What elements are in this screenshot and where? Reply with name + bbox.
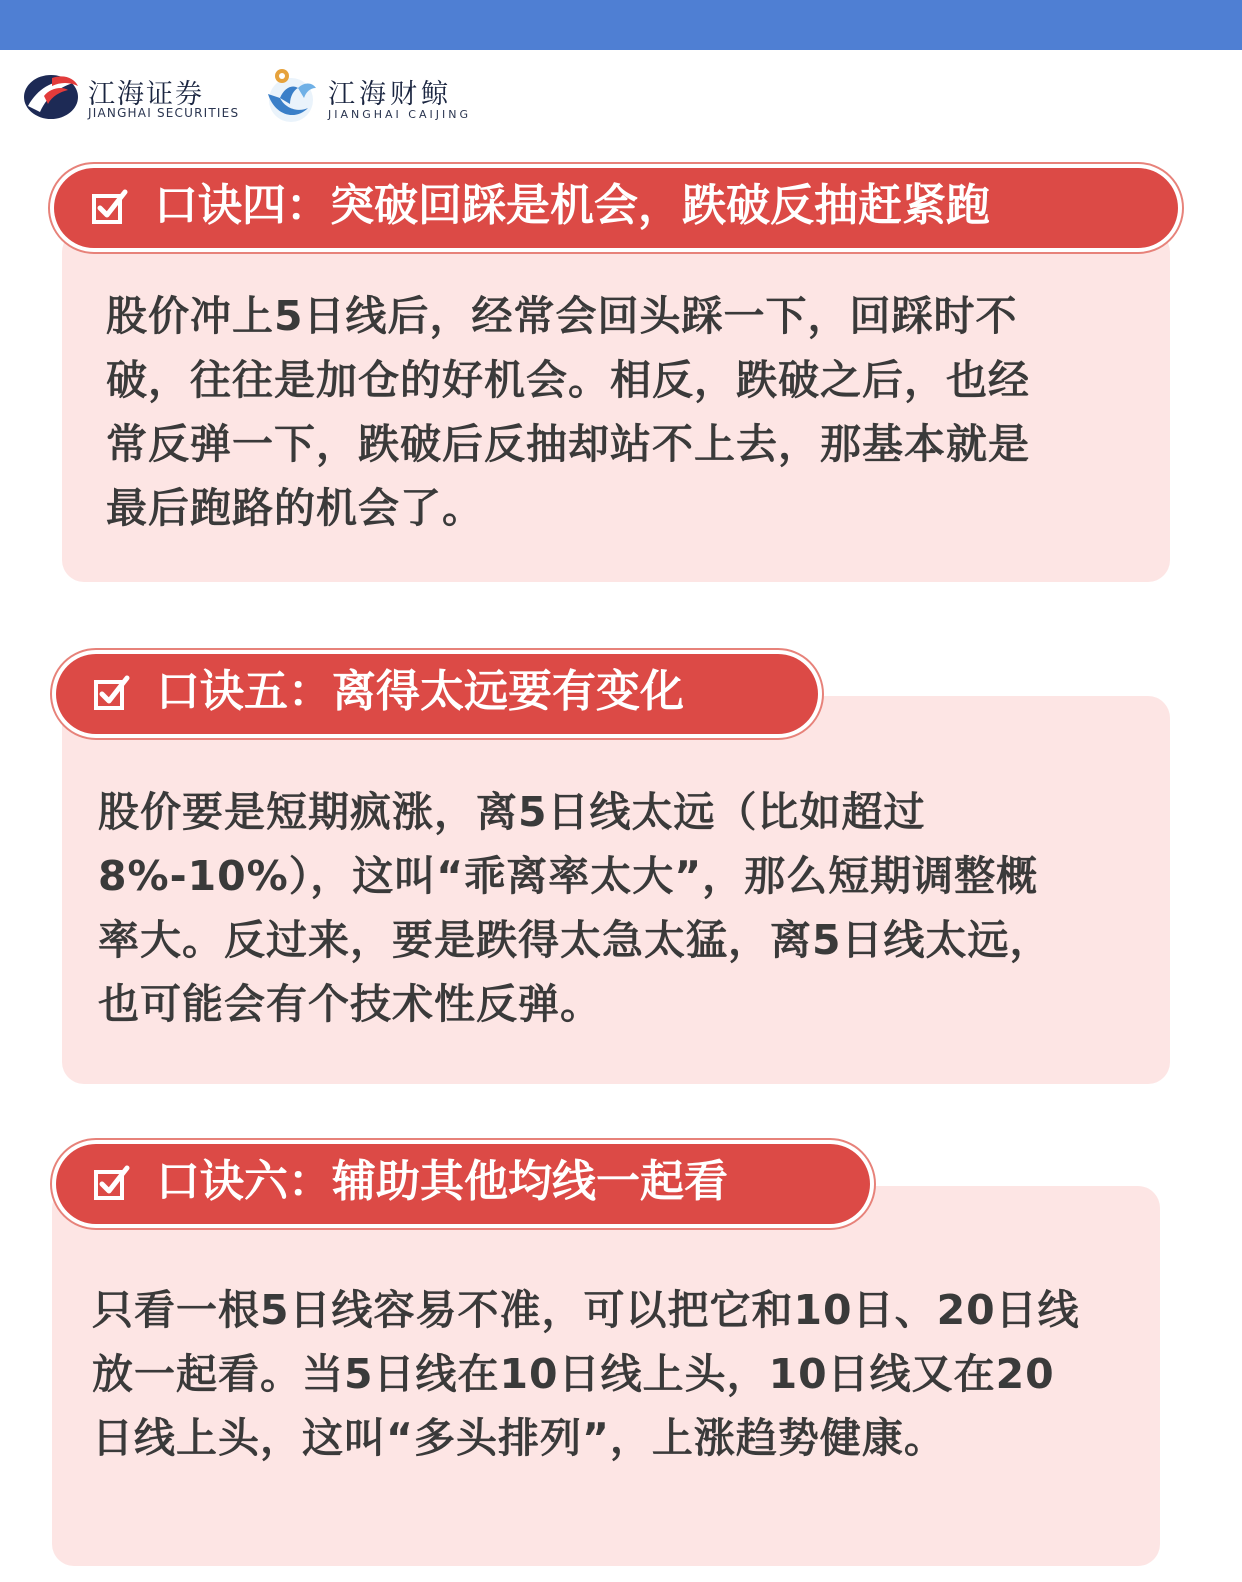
checkbox-icon: [94, 674, 130, 710]
brand-header: [22, 62, 492, 128]
section-title-tag: [50, 648, 824, 740]
jianghai-securities-logo-icon: [22, 66, 80, 124]
body-line: 只看一根5日线容易不准，可以把它和10日、20日线: [92, 1286, 1080, 1334]
body-line: 日线上头，这叫“多头排列”，上涨趋势健康。: [92, 1414, 946, 1462]
body-line: 也可能会有个技术性反弹。: [98, 980, 602, 1028]
section-body: [98, 780, 1150, 1036]
body-line: 破，往往是加仓的好机会。相反，跌破之后，也经: [106, 356, 1030, 404]
jianghai-caijing-whale-logo-icon: [260, 64, 322, 126]
section-title: 口诀六：辅助其他均线一起看: [156, 1156, 728, 1207]
body-line: 常反弹一下，跌破后反抽却站不上去，那基本就是: [106, 420, 1030, 468]
checkbox-icon: [92, 188, 128, 224]
body-line: 8%-10%），这叫“乖离率太大”，那么短期调整概: [98, 852, 1039, 900]
body-line: 放一起看。当5日线在10日线上头，10日线又在20: [92, 1350, 1055, 1398]
section-title: 口诀五：离得太远要有变化: [156, 666, 684, 717]
brand1-subtitle: JIANGHAI SECURITIES: [88, 106, 240, 120]
body-line: 最后跑路的机会了。: [106, 484, 484, 532]
body-line: 股价要是短期疯涨，离5日线太远（比如超过: [98, 788, 926, 836]
checkbox-icon: [94, 1164, 130, 1200]
top-banner: [0, 0, 1242, 50]
section-title: 口诀四：突破回踩是机会，跌破反抽赶紧跑: [154, 180, 990, 231]
brand2-subtitle: JIANGHAI CAIJING: [328, 108, 471, 121]
body-line: 率大。反过来，要是跌得太急太猛，离5日线太远，: [98, 916, 1052, 964]
brand1-name: 江海证券: [88, 79, 204, 110]
section-title-tag: [50, 1138, 876, 1230]
section-body: [92, 1278, 1142, 1470]
body-line: 股价冲上5日线后，经常会回头踩一下，回踩时不: [106, 292, 1018, 340]
brand2-name: 江海财鲸: [328, 79, 452, 110]
section-title-tag: [48, 162, 1184, 254]
section-body: [106, 284, 1146, 540]
